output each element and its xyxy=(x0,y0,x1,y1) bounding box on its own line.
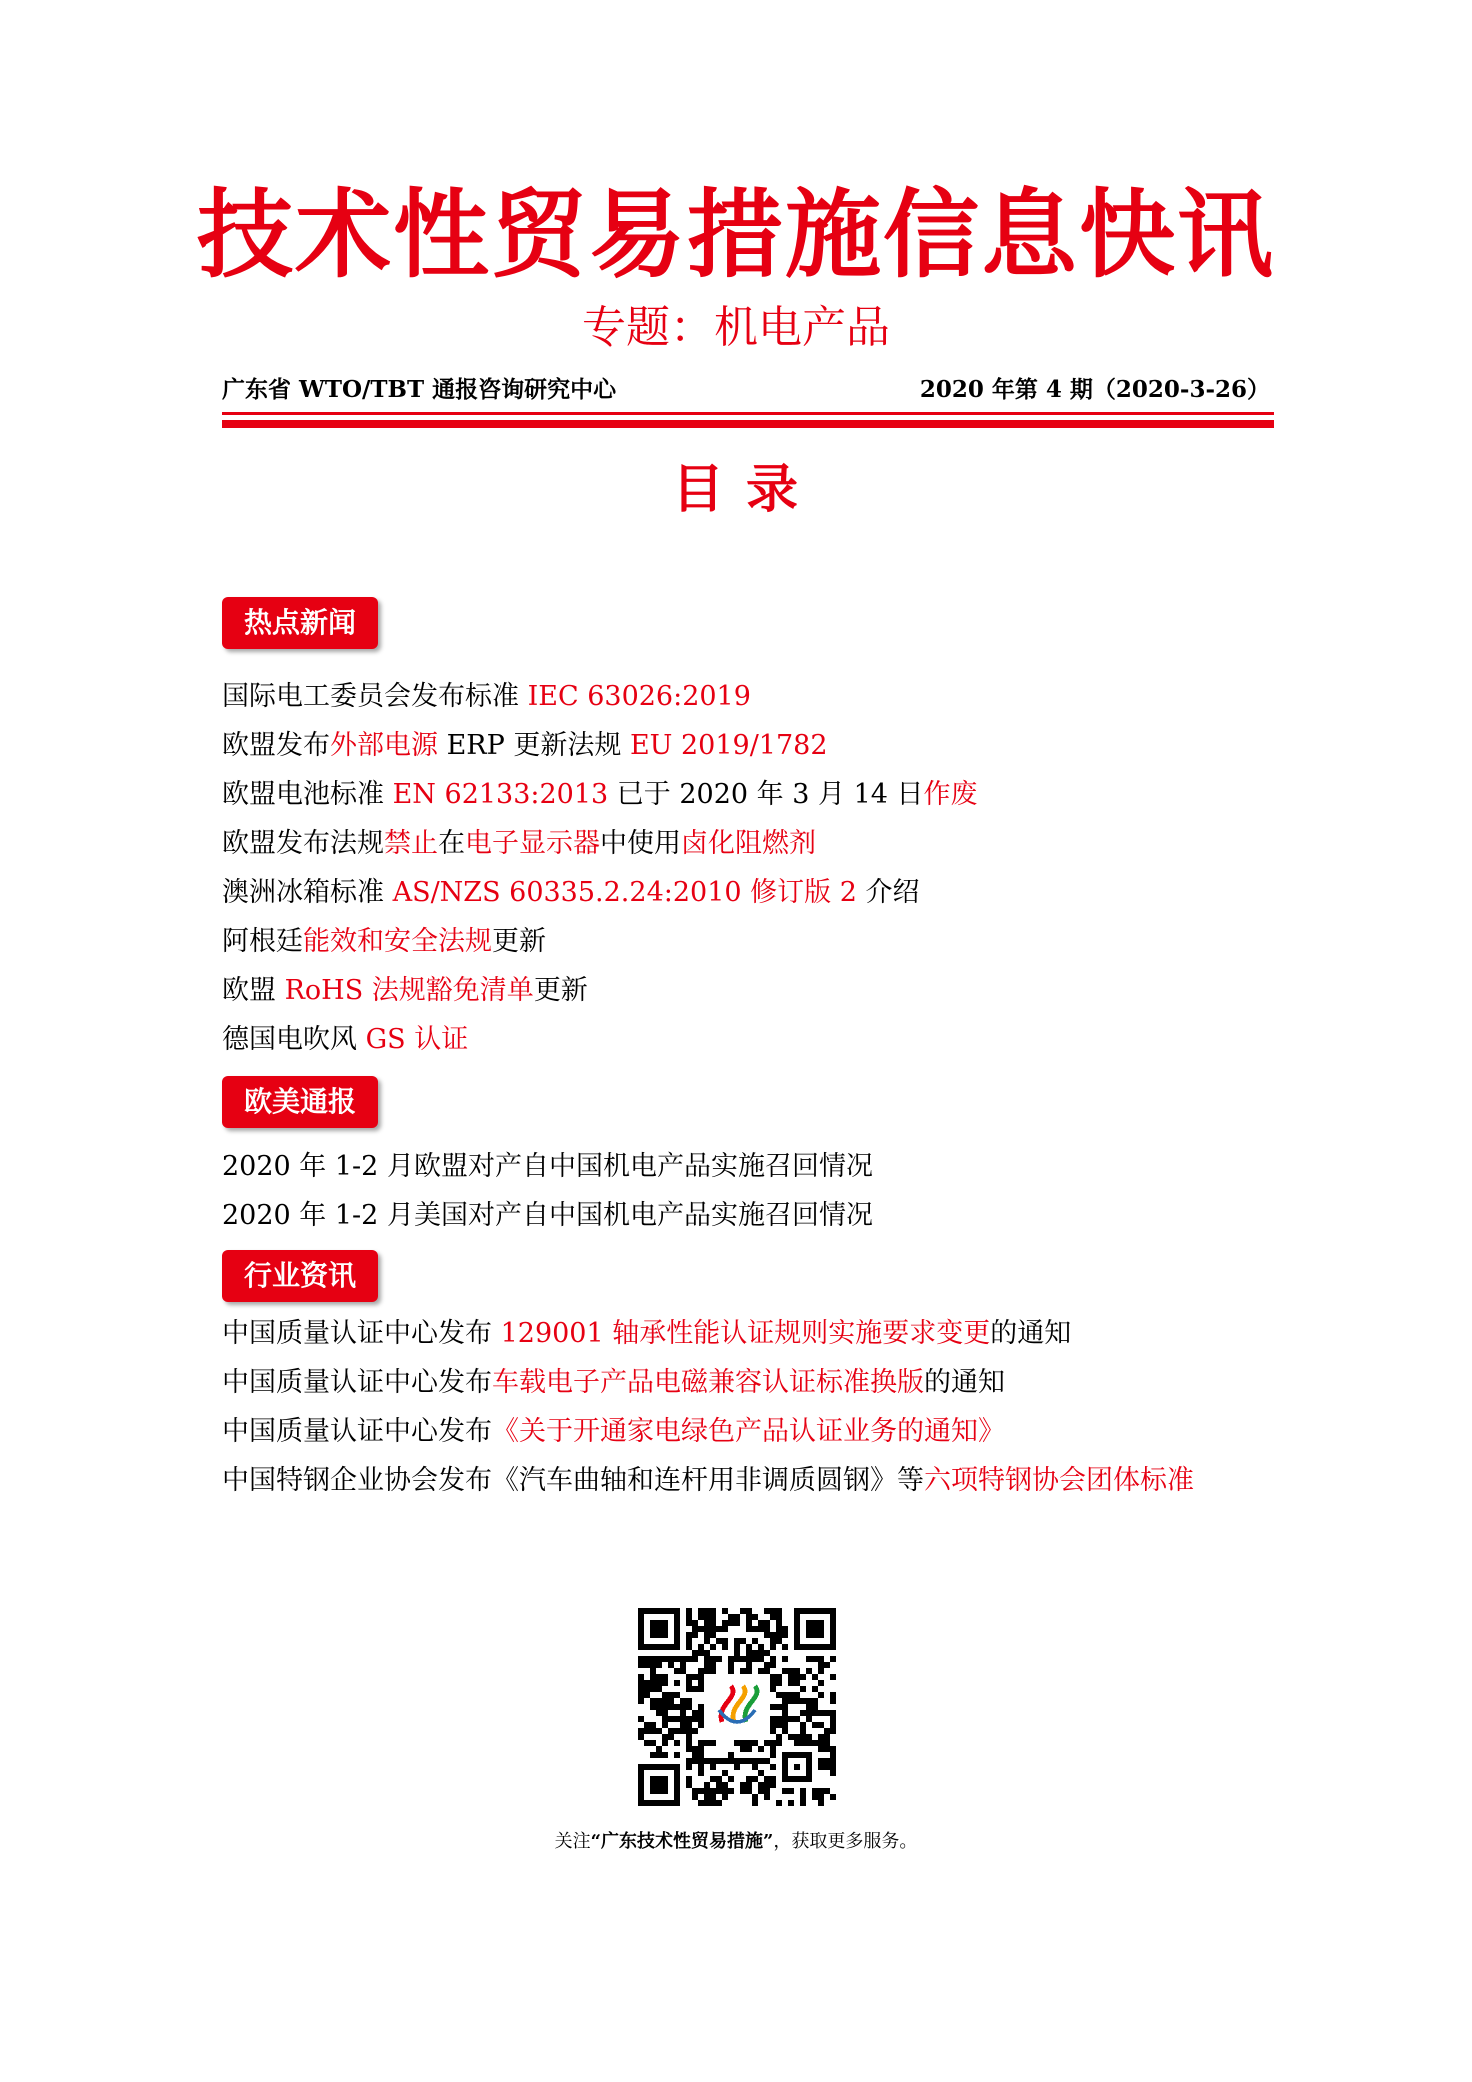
toc-item-text: 更新 xyxy=(533,975,588,1006)
toc-item[interactable] xyxy=(222,1191,1272,1240)
toc-item-text: 澳洲冰箱标准 xyxy=(222,877,393,908)
toc-item[interactable] xyxy=(222,1015,1272,1064)
toc-item-highlight: 禁止 xyxy=(384,828,438,859)
toc-item[interactable] xyxy=(222,1309,1272,1358)
toc-item-text: 国际电工委员会发布标准 xyxy=(222,681,528,712)
toc-item-text: 介绍 xyxy=(856,877,920,908)
qr-caption xyxy=(0,1830,1472,1854)
toc-title: 目 录 xyxy=(671,460,801,520)
toc-item-text: 中国质量认证中心发布 xyxy=(222,1367,492,1398)
toc-item-text: 欧盟 xyxy=(222,975,285,1006)
toc-item-highlight: GS 认证 xyxy=(365,1024,469,1055)
toc-item-text: 德国电吹风 xyxy=(222,1024,366,1055)
toc-item[interactable] xyxy=(222,721,1272,770)
page-title: 技术性贸易措施信息快讯 xyxy=(197,179,1275,291)
toc-item[interactable] xyxy=(222,1358,1272,1407)
toc-item[interactable] xyxy=(222,672,1272,721)
section-badge-eu-us-notices: 欧美通报 xyxy=(222,1076,378,1128)
caption-account-name: “广东技术性贸易措施” xyxy=(590,1831,774,1852)
toc-item-text: 2020 年 1-2 月欧盟对产自中国机电产品实施召回情况 xyxy=(222,1151,873,1182)
toc-item-highlight: 能效和安全法规 xyxy=(303,926,492,957)
toc-item-text: 欧盟发布法规 xyxy=(222,828,384,859)
toc-item-text: 已于 2020 年 3 月 14 日 xyxy=(608,779,924,810)
toc-item[interactable] xyxy=(222,868,1272,917)
section-badge-industry-news: 行业资讯 xyxy=(222,1250,378,1302)
publication-line xyxy=(222,372,1270,408)
toc-item-highlight: AS/NZS 60335.2.24:2010 修订版 2 xyxy=(392,877,857,908)
toc-item-text: 中使用 xyxy=(600,828,681,859)
caption-suffix: ，获取更多服务。 xyxy=(773,1831,918,1852)
toc-item-highlight: EU 2019/1782 xyxy=(629,730,828,761)
issue-info: 2020 年第 4 期（2020-3-26） xyxy=(919,376,1270,403)
toc-item[interactable] xyxy=(222,1456,1272,1505)
toc-item-text: 中国特钢企业协会发布《汽车曲轴和连杆用非调质圆钢》等 xyxy=(222,1465,924,1496)
toc-item[interactable] xyxy=(222,917,1272,966)
toc-item-highlight: IEC 63026:2019 xyxy=(527,681,751,712)
section-badge-hot-news: 热点新闻 xyxy=(222,597,378,649)
toc-item-text: 的通知 xyxy=(924,1367,1005,1398)
toc-item-text: 欧盟发布 xyxy=(222,730,330,761)
toc-item-highlight: 作废 xyxy=(923,779,978,810)
toc-item[interactable] xyxy=(222,770,1272,819)
toc-item-text: 中国质量认证中心发布 xyxy=(222,1318,501,1349)
toc-item-highlight: 卤化阻燃剂 xyxy=(681,828,816,859)
header-divider-thin xyxy=(222,412,1274,415)
toc-item-highlight: 外部电源 xyxy=(330,730,438,761)
toc-item[interactable] xyxy=(222,1407,1272,1456)
toc-item-highlight: EN 62133:2013 xyxy=(392,779,609,810)
toc-item-text: 中国质量认证中心发布 xyxy=(222,1416,492,1447)
header-divider-thick xyxy=(222,420,1274,428)
toc-item-highlight: 车载电子产品电磁兼容认证标准换版 xyxy=(492,1367,924,1398)
qr-center-logo xyxy=(710,1680,764,1734)
toc-item-text: ERP 更新法规 xyxy=(438,730,630,761)
toc-item-highlight: 《关于开通家电绿色产品认证业务的通知》 xyxy=(492,1416,1005,1447)
caption-prefix: 关注 xyxy=(554,1831,591,1852)
toc-item[interactable] xyxy=(222,819,1272,868)
toc-item-text: 2020 年 1-2 月美国对产自中国机电产品实施召回情况 xyxy=(222,1200,873,1231)
toc-item-text: 欧盟电池标准 xyxy=(222,779,393,810)
toc-item[interactable] xyxy=(222,966,1272,1015)
toc-item-text: 的通知 xyxy=(990,1318,1072,1349)
toc-item-highlight: 129001 轴承性能认证规则实施要求变更 xyxy=(500,1318,991,1349)
toc-item-highlight: RoHS 法规豁免清单 xyxy=(284,975,534,1006)
toc-item-highlight: 六项特钢协会团体标准 xyxy=(924,1465,1194,1496)
qr-code-image xyxy=(638,1608,836,1806)
toc-item[interactable] xyxy=(222,1142,1272,1191)
toc-item-text: 阿根廷 xyxy=(222,926,303,957)
toc-item-highlight: 电子显示器 xyxy=(465,828,600,859)
page-subtitle: 专题：机电产品 xyxy=(582,302,890,353)
publisher-name: 广东省 WTO/TBT 通报咨询研究中心 xyxy=(222,376,617,403)
toc-item-text: 在 xyxy=(438,828,465,859)
toc-item-text: 更新 xyxy=(492,926,546,957)
